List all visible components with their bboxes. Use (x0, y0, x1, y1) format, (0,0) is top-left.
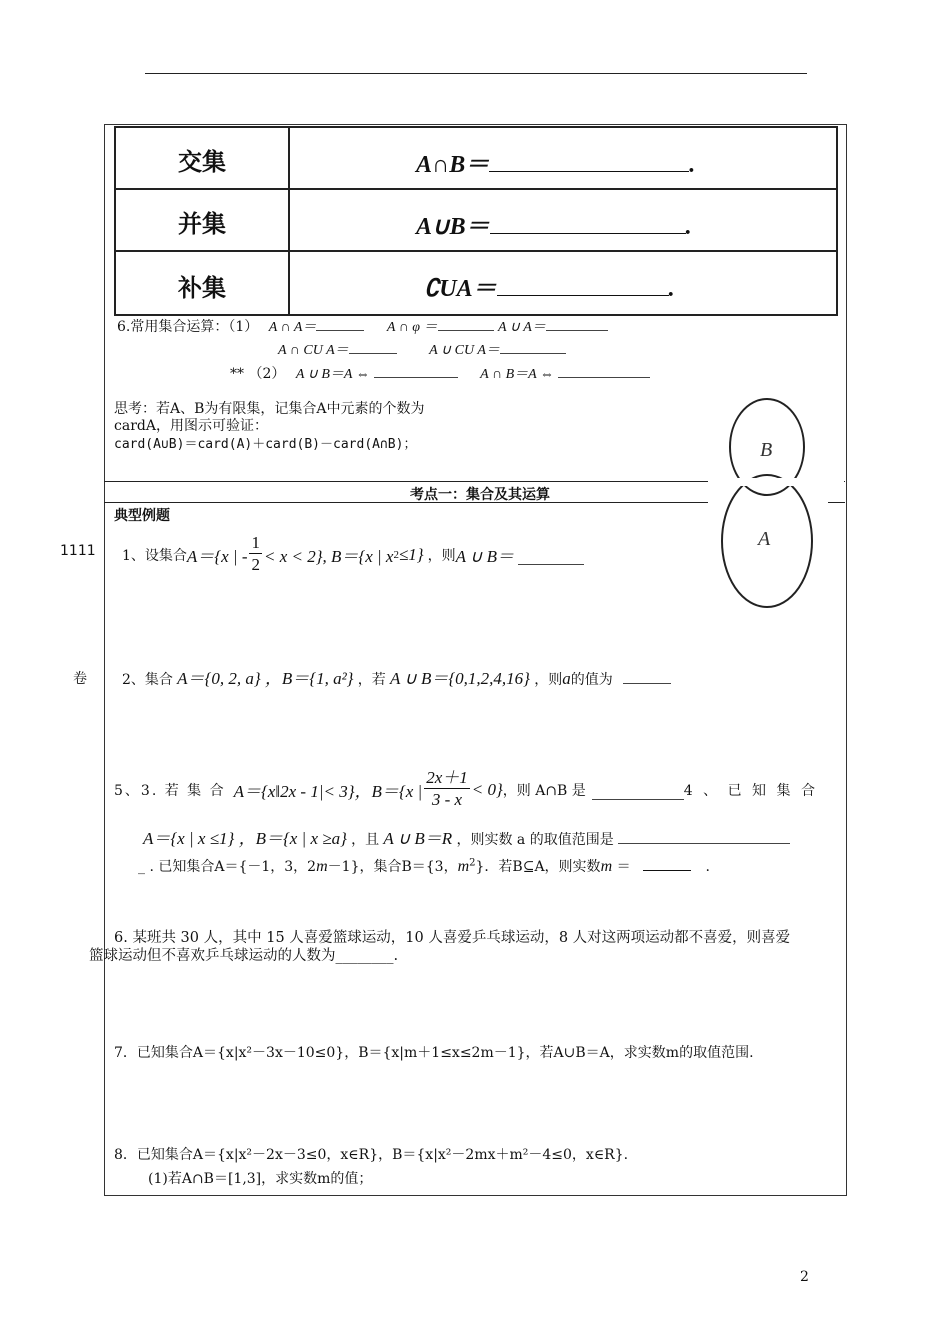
intersection-formula-text: A∩B＝ (416, 152, 490, 178)
problem-3-blank (592, 797, 684, 800)
problem-3-prefix: 5、3. 若 集 合 (114, 782, 226, 799)
margin-number: 1111 (60, 543, 96, 559)
think-line-3: card(A∪B)＝card(A)＋card(B)－card(A∩B)； (114, 437, 417, 452)
problem-3-frac-num: 2x＋1 (426, 768, 468, 787)
problem-5-var-m: m (316, 858, 328, 875)
problem-1-math-c: ≤1} (398, 544, 424, 564)
table-row-divider (116, 188, 836, 190)
problem-4-set-a: A＝{x | x ≤1} (143, 829, 235, 848)
ops-blank (349, 351, 397, 354)
problem-4-prefix: 4 、 已 知 集 合 (683, 782, 818, 799)
problem-6-line-1: 6. 某班共 30 人，其中 15 人喜爱篮球运动，10 人喜爱乒乓球运动，8 人对这两项运动都不喜爱，则喜爱 (114, 930, 791, 946)
complement-dot: . (668, 276, 675, 302)
table-row-divider (116, 250, 836, 252)
problem-2-tail: 的值为 (570, 672, 613, 688)
problem-5-blank (643, 868, 691, 871)
problem-1-prefix: 1、设集合 (122, 547, 187, 564)
margin-char: 卷 (73, 671, 87, 687)
problem-1 (122, 533, 584, 576)
venn-label-a: A (758, 528, 771, 550)
problem-3-fraction (424, 768, 470, 811)
venn-diagram (708, 395, 828, 615)
problem-5-var-m3: m (600, 858, 613, 875)
problem-1-frac-den: 2 (251, 555, 260, 574)
section-title: 考点一：集合及其运算 (410, 487, 550, 503)
problem-4-set-b: ，B＝{x | x ≥a} (238, 829, 347, 848)
problem-1-tail: ，则 (427, 547, 456, 564)
problem-8-line-1: 8．已知集合A＝{x|x²－2x－3≤0，x∈R}，B＝{x|x²－2mx＋m²－4≤0，x∈R}. (114, 1147, 629, 1163)
complement-label: 补集 (178, 274, 226, 302)
problem-2-set-b: ，B＝{1, a²} (264, 669, 354, 688)
ops-a-cup-a: A ∪ A＝ (498, 320, 546, 335)
problem-1-blank (518, 562, 584, 565)
union-dot: . (685, 214, 692, 240)
problem-5-sup: 2 (469, 857, 476, 869)
problem-3-set-a: A＝{x‖2x - 1|< 3} (233, 782, 355, 801)
ops-line-3-prefix: ** （2） (230, 366, 286, 382)
union-label: 并集 (178, 210, 226, 238)
problem-6-line-2: 篮球运动但不喜欢乒乓球运动的人数为________. (89, 948, 399, 964)
ops-line-2 (278, 339, 566, 359)
problem-4 (143, 824, 790, 849)
ops-blank (374, 375, 458, 378)
set-operations-table (114, 126, 838, 316)
problem-2-blank (623, 681, 671, 684)
page-number: 2 (800, 1269, 809, 1285)
ops-blank (558, 375, 650, 378)
problem-3-set-b-end: < 0} (471, 779, 503, 799)
problem-2-var: a (562, 669, 571, 688)
problem-3-question: ，则 A∩B 是 (502, 782, 586, 799)
problem-1-sup: 2 (393, 548, 399, 561)
problem-4-union: A ∪ B＝R (383, 829, 453, 848)
complement-formula-text: ∁UA＝ (424, 276, 497, 302)
problem-5-var-m2: m (457, 858, 470, 875)
ops-intersection-equiv: A ∩ B＝A ⇔ (480, 367, 554, 382)
ops-blank (500, 351, 566, 354)
problem-2-set-a: A＝{0, 2, a} (177, 669, 261, 688)
ops-union-equiv: A ∪ B＝A ⇔ (295, 367, 370, 382)
problem-5-text-b: －1}，集合B＝{3， (327, 859, 458, 875)
intersection-blank (489, 169, 689, 172)
union-formula-text: A∪B＝ (416, 214, 490, 240)
problem-4-blank (618, 841, 790, 844)
section-subtitle: 典型例题 (114, 508, 170, 524)
think-line-1: 思考：若A、B为有限集，记集合A中元素的个数为 (114, 401, 425, 417)
problem-3 (114, 768, 818, 811)
ops-line-3 (230, 363, 650, 383)
problem-8-line-2: (1)若A∩B＝[1,3]，求实数m的值； (148, 1171, 373, 1187)
ops-a-cap-empty: A ∩ φ ＝ (386, 320, 438, 335)
venn-rule-gap (708, 478, 844, 486)
intersection-formula (416, 144, 695, 179)
problem-1-math-a: A＝{x | - (186, 547, 248, 566)
problem-2 (122, 664, 671, 689)
intersection-label: 交集 (178, 148, 226, 176)
complement-blank (497, 293, 669, 296)
ops-a-cup-complement: A ∪ CU A＝ (429, 343, 500, 358)
problem-3-set-b: ，B＝{x | (354, 782, 423, 801)
problem-4-and: ，且 (351, 832, 380, 848)
problem-3-frac-den: 3 - x (431, 790, 463, 809)
think-line-2: cardA，用图示可验证： (114, 418, 268, 434)
problem-1-math-b: < x < 2}, B＝{x | x (263, 547, 394, 566)
problem-2-prefix: 2、集合 (122, 672, 173, 688)
problem-7: 7．已知集合A＝{x|x²－3x－10≤0}，B＝{x|m＋1≤x≤2m－1}，若A∪B＝A，求实数m的取值范围. (114, 1045, 754, 1061)
table-column-divider (288, 128, 290, 314)
ops-line-1-prefix: 6.常用集合运算：（1） (117, 319, 259, 335)
problem-4-question: ，则实数 a 的取值范围是 (456, 832, 614, 848)
problem-1-fraction (249, 533, 262, 576)
problem-1-union: A ∪ B＝ (455, 547, 515, 566)
problem-1-frac-num: 1 (251, 533, 260, 552)
union-blank (490, 231, 686, 234)
problem-2-then: ，则 (534, 672, 563, 688)
union-formula (416, 206, 692, 241)
ops-blank (438, 328, 494, 331)
problem-2-union: A ∪ B＝{0,1,2,4,16} (389, 669, 530, 688)
problem-5 (138, 856, 710, 876)
ops-blank (546, 328, 608, 331)
ops-blank (316, 328, 364, 331)
ops-line-1 (117, 316, 608, 336)
ops-a-cap-a: A ∩ A＝ (268, 320, 317, 335)
problem-2-if: ，若 (357, 672, 386, 688)
venn-label-b: B (760, 439, 773, 461)
problem-5-text-c: }．若B⊆A，则实数 (475, 859, 601, 875)
ops-a-cap-complement: A ∩ CU A＝ (278, 343, 349, 358)
problem-5-text-a: _ . 已知集合A＝{－1，3，2 (138, 859, 317, 875)
problem-5-dot: . (705, 859, 710, 875)
intersection-dot: . (689, 152, 696, 178)
problem-5-equals: ＝ (616, 859, 631, 875)
complement-formula (424, 268, 675, 303)
header-rule (145, 73, 807, 74)
